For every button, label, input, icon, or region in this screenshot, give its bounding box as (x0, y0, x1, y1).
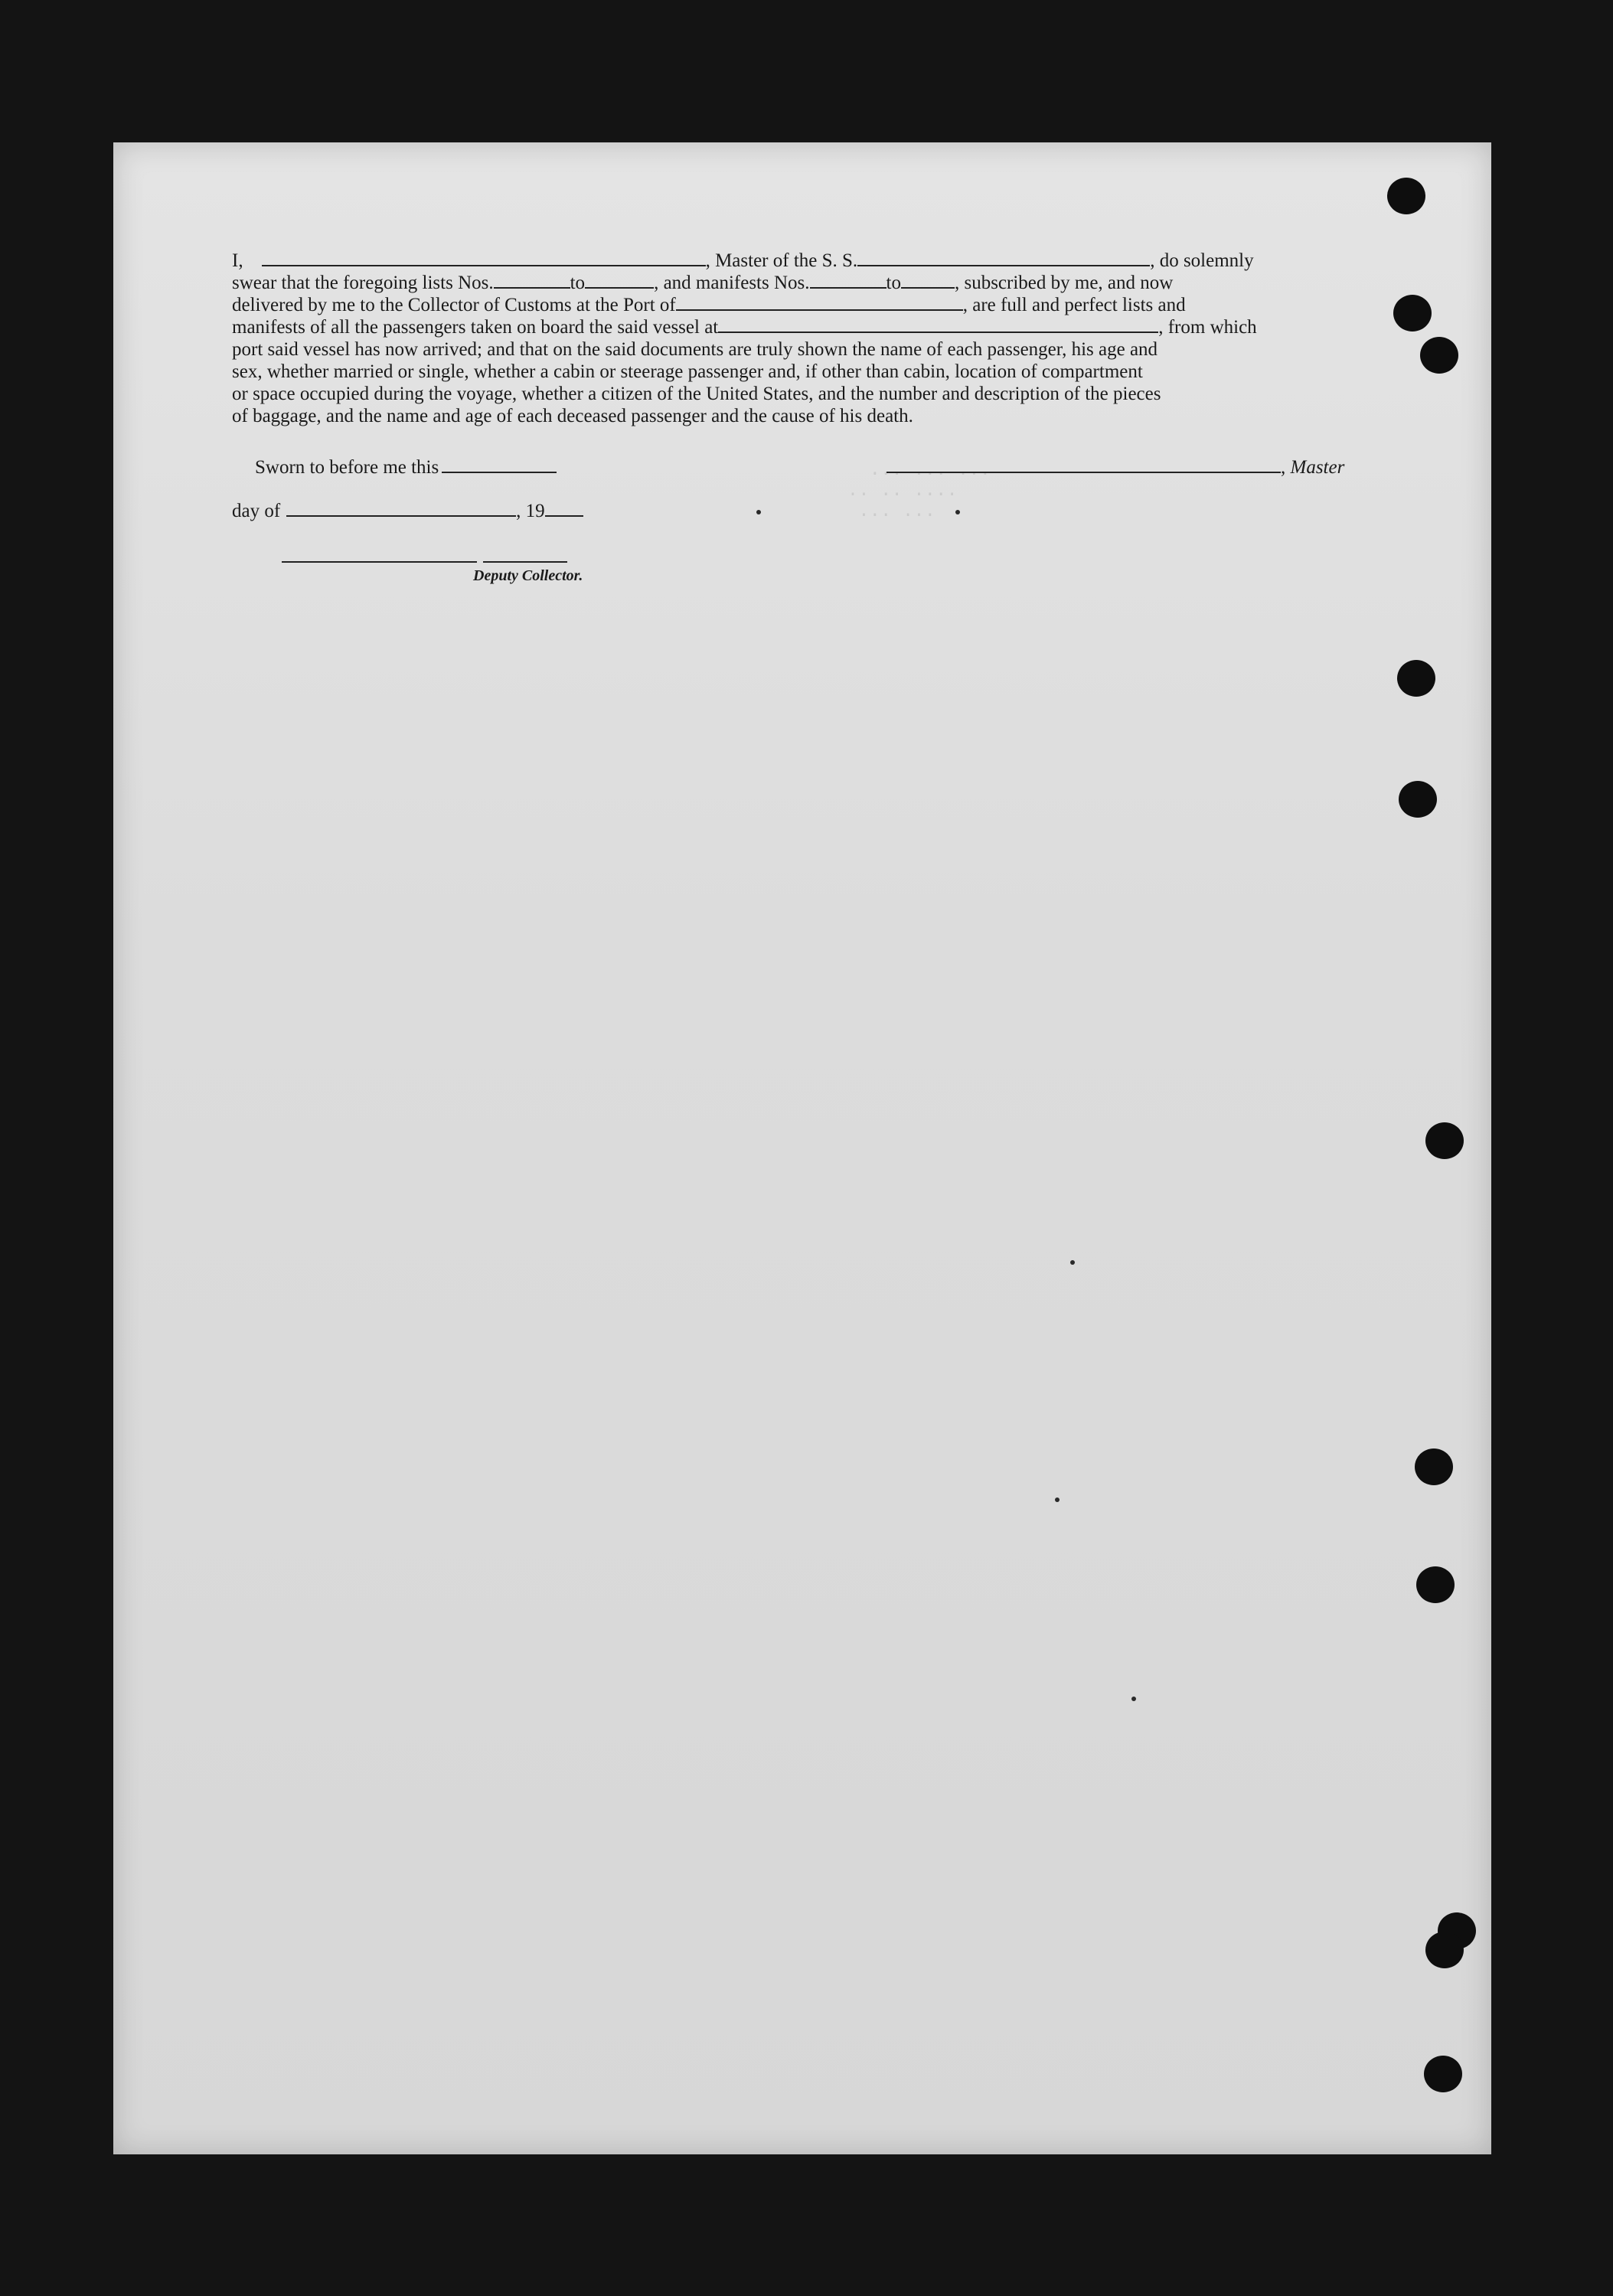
binder-hole (1416, 1566, 1455, 1603)
binder-hole (1424, 2056, 1462, 2092)
year-blank[interactable] (545, 500, 583, 517)
sworn-line: Sworn to before me this (255, 456, 557, 478)
oath-line-1: I, , Master of the S. S. , do solemnly (232, 250, 1254, 271)
ship-name-blank[interactable] (857, 250, 1150, 266)
oath-line-8: of baggage, and the name and age of each deceased passenger and the cause of his death. (232, 406, 913, 426)
dust-speck (1131, 1697, 1136, 1701)
dust-speck (1055, 1497, 1060, 1502)
manifests-from-blank[interactable] (810, 272, 886, 289)
dust-speck (955, 510, 960, 514)
master-signature-blank[interactable] (886, 456, 1281, 473)
manifests-to-blank[interactable] (901, 272, 955, 289)
oath-paragraph (232, 250, 1480, 427)
binder-hole (1397, 660, 1435, 697)
oath-line-2: swear that the foregoing lists Nos. to , and manifests Nos. to , subscribed by me, and now (232, 273, 1174, 293)
binder-hole (1420, 337, 1458, 374)
oath-line-7: or space occupied during the voyage, whether a citizen of the United States, and the number and description of the pieces (232, 384, 1161, 404)
oath-line-3: delivered by me to the Collector of Customs at the Port of , are full and perfect lists and (232, 295, 1186, 315)
departure-port-blank[interactable] (718, 316, 1158, 333)
binder-hole (1387, 178, 1425, 214)
dust-speck (1070, 1260, 1075, 1265)
master-name-blank[interactable] (262, 250, 706, 266)
binder-hole (1393, 295, 1432, 331)
binder-hole (1425, 1122, 1464, 1159)
oath-line-6: sex, whether married or single, whether a cabin or steerage passenger and, if other than cabin, location of compartment (232, 361, 1143, 382)
binder-hole (1415, 1448, 1453, 1485)
deputy-signature-lines (282, 560, 567, 563)
lists-to-blank[interactable] (585, 272, 654, 289)
binder-hole (1425, 1932, 1464, 1968)
oath-line-4: manifests of all the passengers taken on board the said vessel at , from which (232, 317, 1257, 338)
sworn-date-blank[interactable] (442, 456, 557, 473)
oath-line-5: port said vessel has now arrived; and that on the said documents are truly shown the name of each passenger, his age and (232, 339, 1158, 360)
lists-from-blank[interactable] (494, 272, 570, 289)
port-blank[interactable] (676, 294, 963, 311)
deputy-signature-blank[interactable] (282, 560, 477, 563)
document-sheet (113, 142, 1491, 2154)
binder-hole (1399, 781, 1437, 818)
dust-speck (756, 510, 761, 514)
bleed-through-text: ··· ··· ··· ·· ·· ···· ··· ··· (847, 464, 991, 526)
month-blank[interactable] (286, 500, 516, 517)
deputy-collector-label: Deputy Collector. (473, 567, 583, 584)
deputy-title-blank[interactable] (483, 560, 567, 563)
master-signature-line: , Master (886, 456, 1344, 478)
day-line: day of , 19 (232, 500, 583, 522)
